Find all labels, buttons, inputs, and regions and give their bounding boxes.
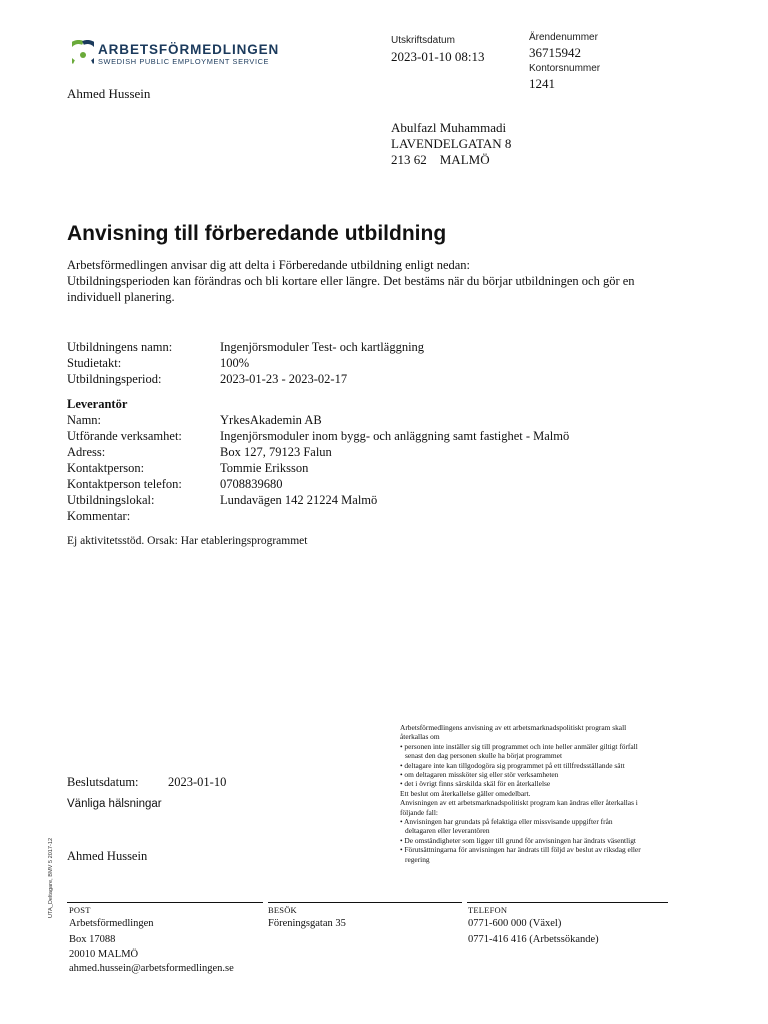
- logo-mark-icon: [72, 40, 94, 64]
- education-period-label: Utbildningsperiod:: [67, 372, 162, 386]
- print-date-value: 2023-01-10 08:13: [391, 49, 485, 64]
- notice-line: • De omständigheter som ligger till grund för anvisningen har ändrats väsentligt: [400, 835, 636, 845]
- study-pace-value: 100%: [220, 356, 250, 370]
- footer-divider: [67, 902, 263, 903]
- contact-person-label: Kontaktperson:: [67, 461, 145, 475]
- document-title: Anvisning till förberedande utbildning: [67, 222, 447, 245]
- notice-line: senast den dag personen skulle ha börjat programmet: [405, 751, 563, 761]
- education-venue-label: Utbildningslokal:: [67, 493, 155, 507]
- recipient-postal: 213 62 MALMÖ: [391, 152, 490, 167]
- intro-line-3: individuell planering.: [67, 290, 175, 304]
- provider-address-label: Adress:: [67, 445, 106, 459]
- recipient-name: Abulfazl Muhammadi: [391, 120, 507, 135]
- comment-label: Kommentar:: [67, 509, 131, 523]
- case-number-label: Ärendenummer: [529, 32, 598, 43]
- footer-phone-heading: TELEFON: [468, 905, 508, 915]
- contact-phone-label: Kontaktperson telefon:: [67, 477, 182, 491]
- notice-line: • personen inte inställer sig till programmet och inte heller anmäler giltigt förfall: [400, 741, 638, 751]
- notice-line: • om deltagaren missköter sig eller stör verksamheten: [400, 770, 559, 780]
- notice-line: regering: [405, 854, 430, 864]
- provider-activity-label: Utförande verksamhet:: [67, 429, 182, 443]
- notice-line: Ett beslut om återkallelse gäller omedelbart.: [400, 788, 531, 798]
- footer-phone-line: 0771-416 416 (Arbetssökande): [468, 934, 599, 945]
- provider-activity-value: Ingenjörsmoduler inom bygg- och anläggning samt fastighet - Malmö: [220, 429, 570, 443]
- decision-date-label: Beslutsdatum:: [67, 775, 139, 789]
- provider-address-value: Box 127, 79123 Falun: [220, 445, 332, 459]
- footer-phone-line: 0771-600 000 (Växel): [468, 918, 562, 929]
- footer-post-heading: POST: [69, 905, 91, 915]
- education-name-value: Ingenjörsmoduler Test- och kartläggning: [220, 340, 425, 354]
- office-number-value: 1241: [529, 76, 555, 91]
- notice-line: • deltagare inte kan tillgodogöra sig programmet på ett tillfredsställande sätt: [400, 760, 625, 770]
- comment-text: Ej aktivitetsstöd. Orsak: Har etableringsprogrammet: [67, 535, 308, 547]
- study-pace-label: Studietakt:: [67, 356, 122, 370]
- greeting: Vänliga hälsningar: [67, 798, 162, 810]
- arbetsformedlingen-logo: [72, 40, 280, 70]
- education-name-label: Utbildningens namn:: [67, 340, 173, 354]
- footer-post-line: 20010 MALMÖ: [69, 949, 139, 960]
- signature: Ahmed Hussein: [67, 849, 148, 863]
- logo-name: ARBETSFÖRMEDLINGEN: [98, 42, 280, 57]
- logo-tagline: SWEDISH PUBLIC EMPLOYMENT SERVICE: [98, 57, 270, 66]
- footer-divider: [467, 902, 668, 903]
- footer-post-line: Box 17088: [69, 934, 116, 945]
- provider-name-label: Namn:: [67, 413, 102, 427]
- footer-visit-heading: BESÖK: [268, 905, 297, 915]
- notice-line: • Anvisningen har grundats på felaktiga eller missvisande uppgifter från: [400, 817, 613, 827]
- education-venue-value: Lundavägen 142 21224 Malmö: [220, 493, 378, 507]
- notice-line: deltagaren eller leverantören: [405, 826, 490, 836]
- intro-line-1: Arbetsförmedlingen anvisar dig att delta i Förberedande utbildning enligt nedan:: [67, 258, 471, 272]
- decision-date-value: 2023-01-10: [168, 775, 227, 789]
- footer-post-line: Arbetsförmedlingen: [69, 918, 154, 929]
- recipient-street: LAVENDELGATAN 8: [391, 136, 512, 151]
- notice-line: • Förutsättningarna för anvisningen har ändrats till följd av beslut av riksdag eller: [400, 845, 641, 855]
- notice-line: Anvisningen av ett arbetsmarknadspolitiskt program kan ändras eller återkallas i: [400, 798, 638, 808]
- footer-divider: [268, 902, 462, 903]
- form-code: UTA_Deltagare, BMV 5 2017-12: [48, 837, 54, 918]
- contact-person-value: Tommie Eriksson: [220, 461, 309, 475]
- provider-name-value: YrkesAkademin AB: [220, 413, 322, 427]
- notice-line: följande fall:: [400, 807, 438, 817]
- notice-line: • det i övrigt finns särskilda skäl för en återkallelse: [400, 779, 551, 789]
- revocation-notice: [400, 723, 690, 864]
- print-date-label: Utskriftsdatum: [391, 35, 455, 46]
- education-period-value: 2023-01-23 - 2023-02-17: [220, 372, 348, 386]
- footer-email: ahmed.hussein@arbetsformedlingen.se: [69, 963, 234, 974]
- notice-line: Arbetsförmedlingens anvisning av ett arbetsmarknadspolitiskt program skall: [400, 723, 627, 732]
- contact-phone-value: 0708839680: [220, 477, 283, 491]
- case-number-value: 36715942: [529, 45, 581, 60]
- sender-name: Ahmed Hussein: [67, 86, 151, 101]
- provider-heading: Leverantör: [67, 397, 128, 411]
- office-number-label: Kontorsnummer: [529, 63, 601, 74]
- footer-visit-line: Föreningsgatan 35: [268, 918, 346, 929]
- notice-line: återkallas om: [400, 732, 440, 742]
- intro-line-2: Utbildningsperioden kan förändras och bli kortare eller längre. Det bestäms när du börjar utbildningen och gör en: [67, 274, 635, 288]
